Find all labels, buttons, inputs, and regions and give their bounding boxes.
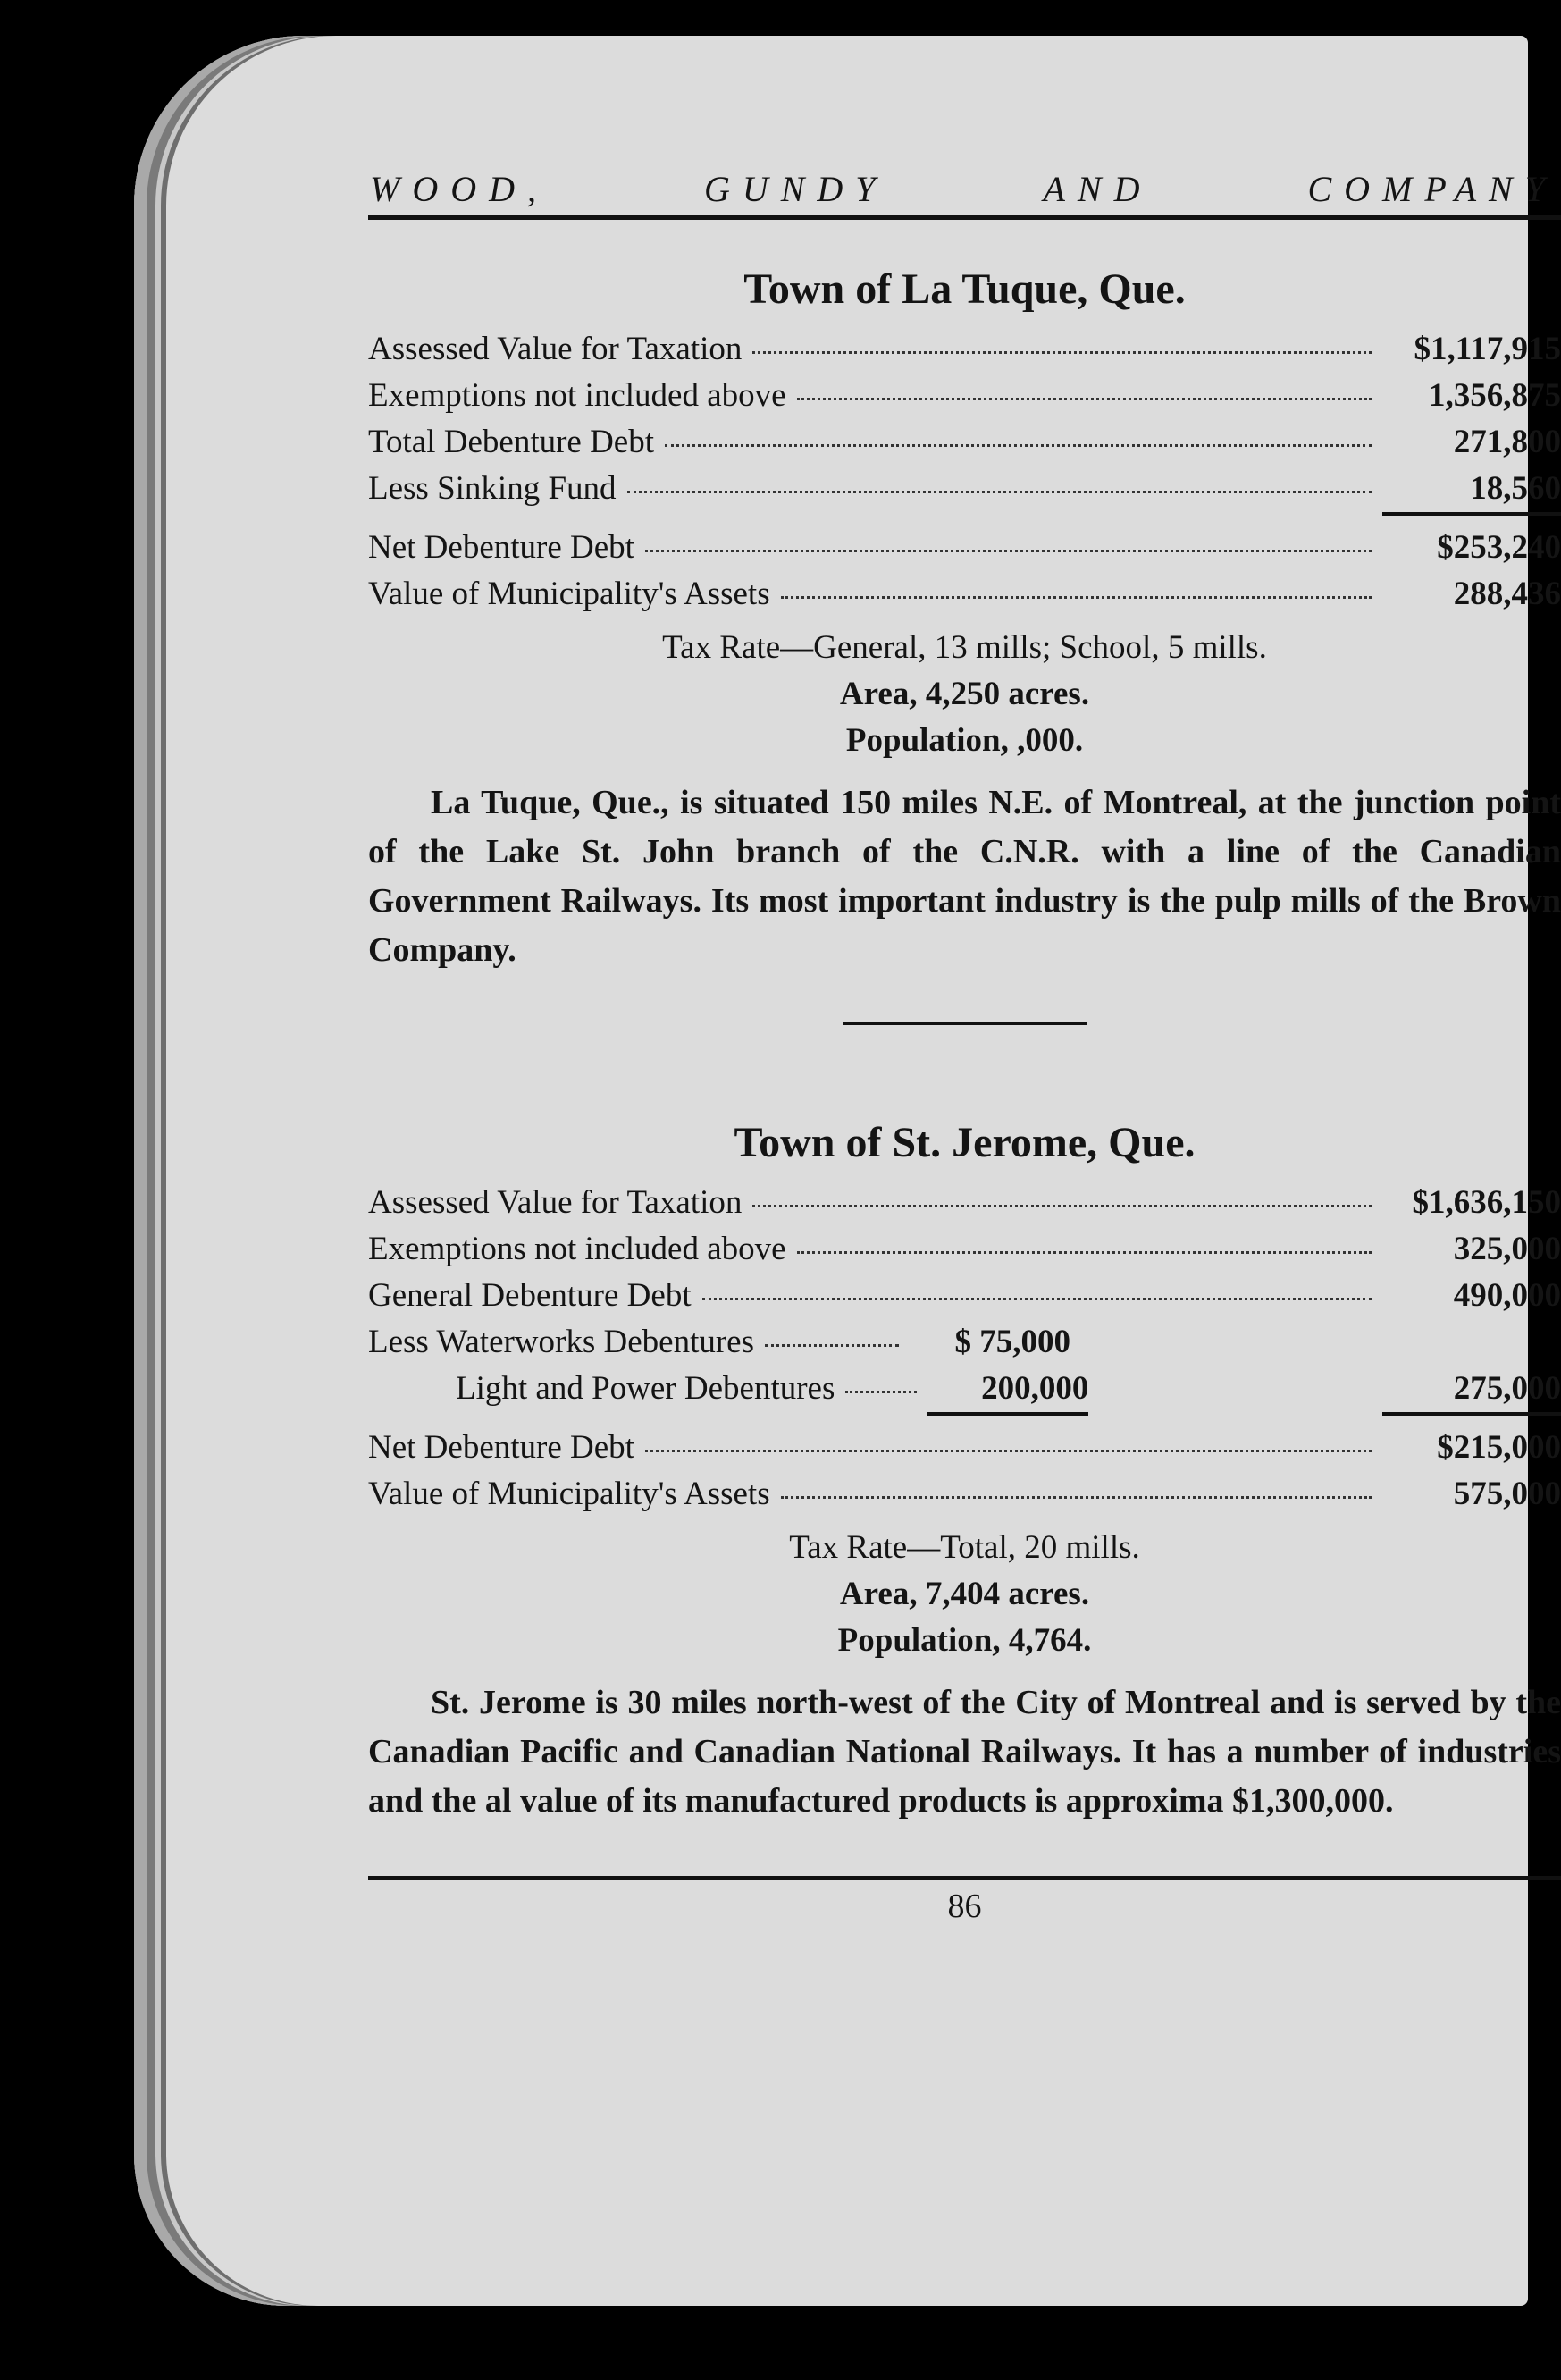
leader-dots xyxy=(702,1298,1372,1300)
row-subvalue: 200,000 xyxy=(927,1366,1088,1416)
row-value: 490,000 xyxy=(1453,1277,1561,1314)
st-jerome-ledger xyxy=(368,1180,1561,1518)
ledger-row xyxy=(368,326,1561,373)
row-label: Net Debenture Debt xyxy=(368,529,634,566)
leader-dots xyxy=(752,1205,1372,1207)
ledger-row xyxy=(368,1471,1561,1518)
running-head-word: AND xyxy=(1043,169,1153,209)
ledger-row xyxy=(368,1366,1561,1412)
row-label: Value of Municipality's Assets xyxy=(368,1476,770,1512)
row-value: $253,240 xyxy=(1437,529,1561,566)
book-page xyxy=(134,36,1561,2306)
la-tuque-ledger xyxy=(368,326,1561,618)
population: Population, 4,764. xyxy=(837,1622,1092,1659)
running-head-word: COMPANY xyxy=(1307,169,1557,209)
leader-dots xyxy=(845,1391,917,1393)
row-label: General Debenture Debt xyxy=(368,1277,692,1314)
row-label: Less Sinking Fund xyxy=(368,470,617,507)
row-label: Exemptions not included above xyxy=(368,377,786,414)
row-value: 288,436 xyxy=(1453,576,1561,612)
leader-dots xyxy=(645,1450,1372,1452)
ledger-row xyxy=(368,1226,1561,1273)
leader-dots xyxy=(627,491,1372,493)
ledger-row xyxy=(368,1319,1561,1366)
leader-dots xyxy=(665,444,1372,447)
section-title-la-tuque: Town of La Tuque, Que. xyxy=(743,265,1186,313)
page-number: 86 xyxy=(947,1888,982,1925)
section-divider xyxy=(843,1022,1087,1025)
leader-dots xyxy=(781,1496,1372,1499)
area: Area, 7,404 acres. xyxy=(839,1576,1090,1612)
row-value: 18,560 xyxy=(1382,466,1561,516)
row-value: $1,117,915 xyxy=(1414,331,1561,367)
description-paragraph: St. Jerome is 30 miles north-west of the City of Montreal and is served by the Canadian Pacific and Canadian National Railways. It has a number of industries and the al value of its manufactured products is approxima $1,300,000. xyxy=(368,1684,1561,1820)
row-label: Total Debenture Debt xyxy=(368,424,655,460)
running-head-word: WOOD, xyxy=(370,169,549,209)
row-label: Assessed Value for Taxation xyxy=(368,1184,743,1221)
ledger-row xyxy=(368,1180,1561,1226)
row-value: 271,800 xyxy=(1453,424,1561,460)
population: Population, ,000. xyxy=(845,722,1084,759)
ledger-row xyxy=(368,1273,1561,1319)
footer-rule xyxy=(368,1876,1561,1880)
page-content xyxy=(368,168,1561,1926)
ledger-row xyxy=(368,419,1561,466)
leader-dots xyxy=(797,1251,1372,1254)
leader-dots xyxy=(752,351,1372,354)
leader-dots xyxy=(645,550,1372,552)
row-value: 325,000 xyxy=(1453,1231,1561,1267)
ledger-row xyxy=(368,1425,1561,1471)
description-paragraph: La Tuque, Que., is situated 150 miles N.E. of Montreal, at the junction point of the Lake St. John branch of the C.N.R. with a line of the Canadian Government Railways. Its most important industry is the pulp mills of the Brown Company. xyxy=(368,784,1561,969)
running-head-word: GUNDY xyxy=(703,169,888,209)
row-label: Value of Municipality's Assets xyxy=(368,576,770,612)
section-title-st-jerome: Town of St. Jerome, Que. xyxy=(734,1119,1196,1166)
row-label: Less Waterworks Debentures xyxy=(368,1324,754,1360)
area: Area, 4,250 acres. xyxy=(839,676,1090,712)
row-label: Assessed Value for Taxation xyxy=(368,331,743,367)
row-subvalue: $ 75,000 xyxy=(954,1324,1070,1360)
ledger-row xyxy=(368,571,1561,618)
leader-dots xyxy=(765,1344,899,1347)
ledger-row xyxy=(368,525,1561,571)
row-label: Net Debenture Debt xyxy=(368,1429,634,1466)
row-value: 275,000 xyxy=(1382,1366,1561,1416)
row-value: $215,000 xyxy=(1437,1429,1561,1466)
row-label: Exemptions not included above xyxy=(368,1231,786,1267)
row-value: 575,000 xyxy=(1453,1476,1561,1512)
running-head xyxy=(368,168,1561,220)
tax-rate: Tax Rate—Total, 20 mills. xyxy=(789,1529,1140,1566)
row-value: 1,356,875 xyxy=(1429,377,1561,414)
ledger-row xyxy=(368,466,1561,512)
tax-rate: Tax Rate—General, 13 mills; School, 5 mills. xyxy=(662,629,1267,666)
row-value: $1,636,150 xyxy=(1412,1184,1561,1221)
row-label: Light and Power Debentures xyxy=(456,1370,835,1407)
ledger-row xyxy=(368,373,1561,419)
leader-dots xyxy=(797,398,1372,400)
leader-dots xyxy=(781,596,1372,599)
